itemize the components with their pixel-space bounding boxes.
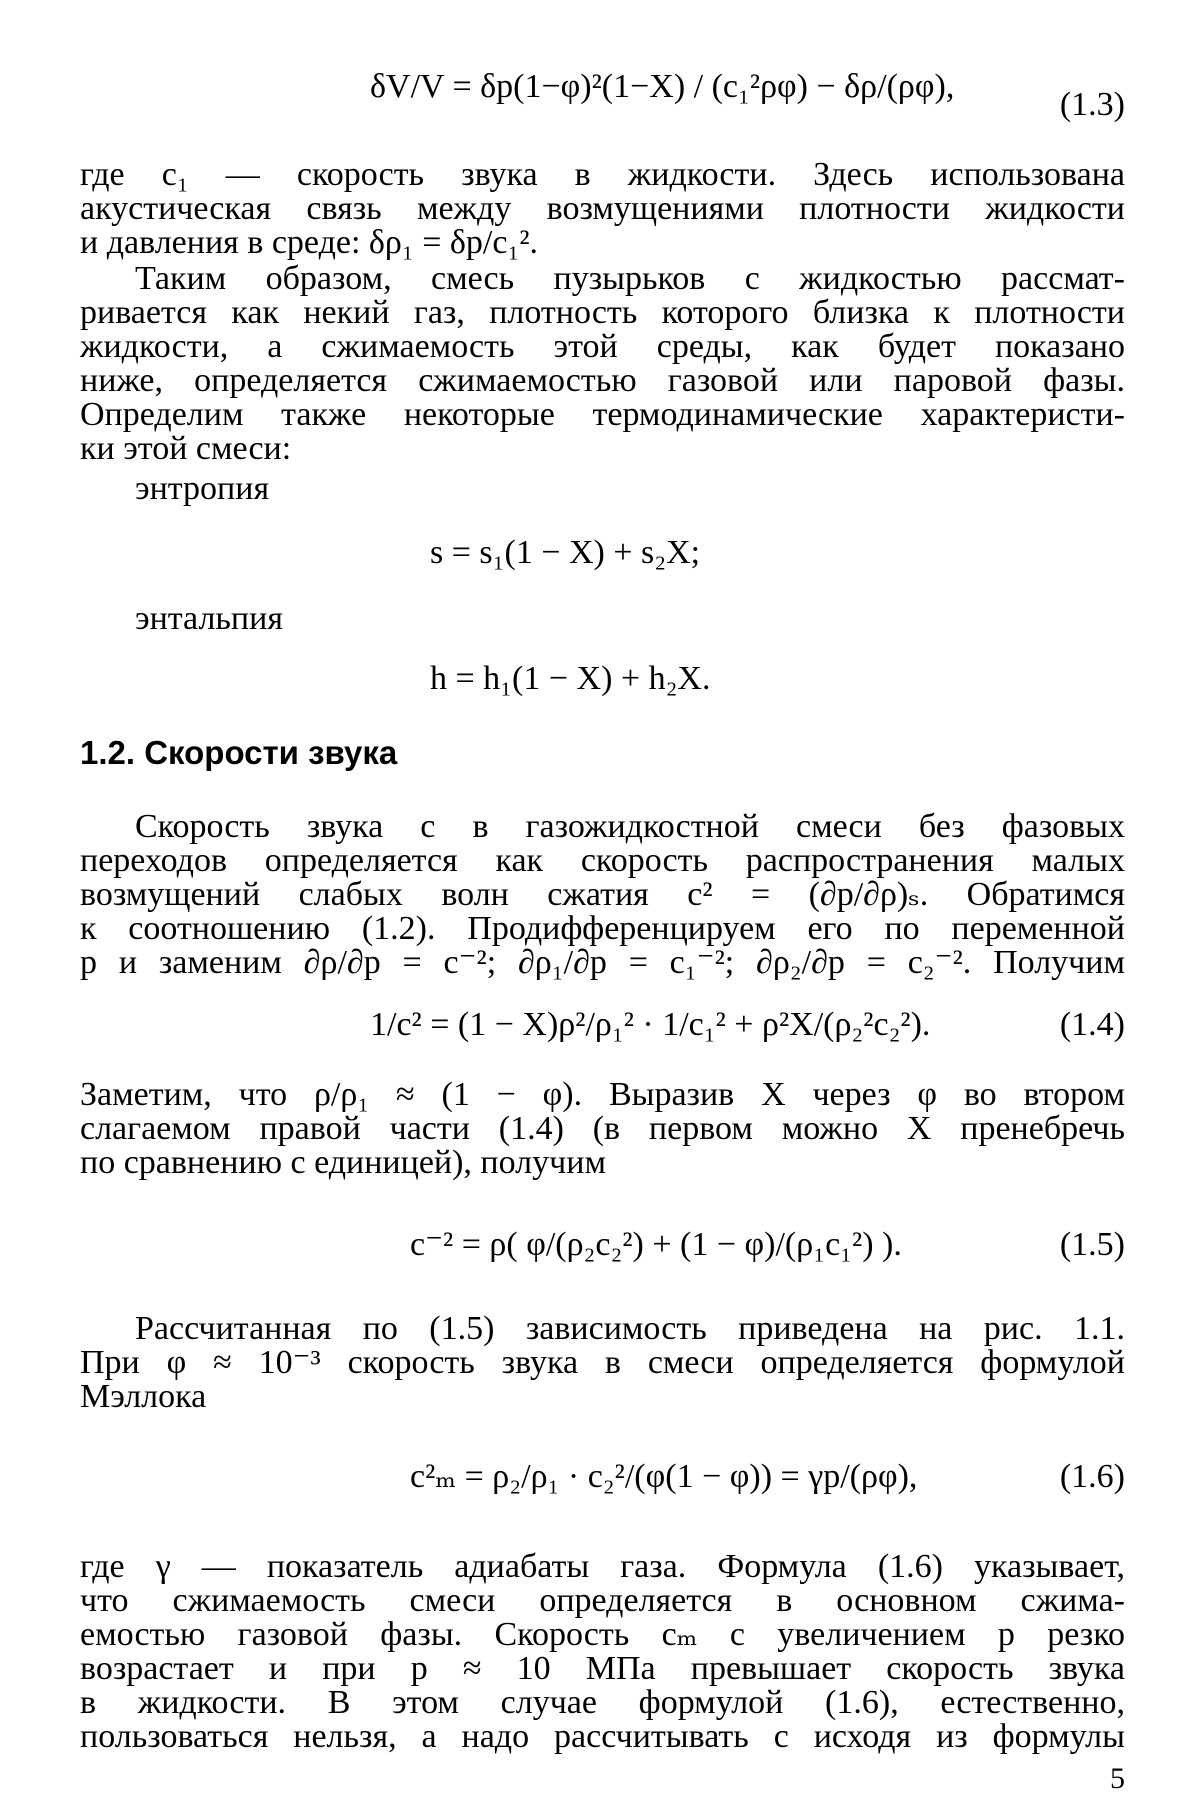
text-line: ниже, определяется сжимаемостью газовой или паровой фазы. (80, 362, 1125, 399)
equation-number-1-4: (1.4) (1059, 1006, 1125, 1043)
text-line: ки этой смеси: (80, 430, 292, 467)
text-line: где c₁ — скорость звука в жидкости. Здесь использована (80, 156, 1125, 193)
text-line: акустическая связь между возмущениями плотности жидкости (80, 190, 1125, 227)
text-line: возрастает и при p ≈ 10 МПа превышает скорость звука (80, 1650, 1125, 1687)
entropy-label: энтропия (135, 470, 270, 507)
equation-1-5: c⁻² = ρ( φ/(ρ₂c₂²) + (1 − φ)/(ρ₁c₁²) ). (410, 1226, 902, 1263)
enthalpy-formula: h = h₁(1 − X) + h₂X. (430, 660, 711, 697)
text-line: Скорость звука c в газожидкостной смеси без фазовых (135, 808, 1125, 845)
text-line: к соотношению (1.2). Продифференцируем его по переменной (80, 910, 1125, 947)
text-line: жидкости, а сжимаемость этой среды, как будет показано (80, 328, 1125, 365)
text-line: Определим также некоторые термодинамические характеристи- (80, 396, 1125, 433)
equation-number-1-3: (1.3) (1059, 86, 1125, 123)
text-line: Заметим, что ρ/ρ₁ ≈ (1 − φ). Выразив X через φ во втором (80, 1076, 1125, 1113)
text-line: и давления в среде: δρ₁ = δp/c₁². (80, 224, 539, 261)
section-heading: 1.2. Скорости звука (80, 734, 398, 771)
text-line: ривается как некий газ, плотность которого близка к плотности (80, 294, 1125, 331)
text-line: слагаемом правой части (1.4) (в первом можно X пренебречь (80, 1110, 1125, 1147)
document-page (80, 50, 1125, 1795)
text-line: где γ — показатель адиабаты газа. Формула (1.6) указывает, (80, 1548, 1125, 1585)
text-line: p и заменим ∂ρ/∂p = c⁻²; ∂ρ₁/∂p = c₁⁻²; ∂ρ₂/∂p = c₂⁻². Получим (80, 944, 1125, 981)
text-line: в жидкости. В этом случае формулой (1.6), естественно, (80, 1684, 1125, 1721)
text-line: емостью газовой фазы. Скорость cₘ с увеличением p резко (80, 1616, 1125, 1653)
text-line: Рассчитанная по (1.5) зависимость приведена на рис. 1.1. (135, 1310, 1125, 1347)
text-line: по сравнению с единицей), получим (80, 1144, 606, 1181)
text-line: При φ ≈ 10⁻³ скорость звука в смеси определяется формулой (80, 1344, 1125, 1381)
text-line: Мэллока (80, 1378, 207, 1415)
equation-number-1-5: (1.5) (1059, 1226, 1125, 1263)
text-line: Таким образом, смесь пузырьков с жидкостью рассмат- (135, 260, 1125, 297)
equation-1-3: δV/V = δp(1−φ)²(1−X) / (c₁²ρφ) − δρ/(ρφ), (370, 68, 955, 105)
text-line: что сжимаемость смеси определяется в основном сжима- (80, 1582, 1125, 1619)
page-number: 5 (1110, 1762, 1125, 1795)
enthalpy-label: энтальпия (135, 600, 283, 637)
equation-1-4: 1/c² = (1 − X)ρ²/ρ₁² · 1/c₁² + ρ²X/(ρ₂²c₂²). (370, 1006, 931, 1043)
equation-number-1-6: (1.6) (1059, 1458, 1125, 1495)
equation-1-6: c²ₘ = ρ₂/ρ₁ · c₂²/(φ(1 − φ)) = γp/(ρφ), (410, 1458, 918, 1495)
text-line: переходов определяется как скорость распространения малых (80, 842, 1125, 879)
text-line: пользоваться нельзя, а надо рассчитывать c исходя из формулы (80, 1718, 1125, 1755)
text-line: возмущений слабых волн сжатия c² = (∂p/∂ρ)ₛ. Обратимся (80, 876, 1125, 913)
entropy-formula: s = s₁(1 − X) + s₂X; (430, 534, 701, 571)
